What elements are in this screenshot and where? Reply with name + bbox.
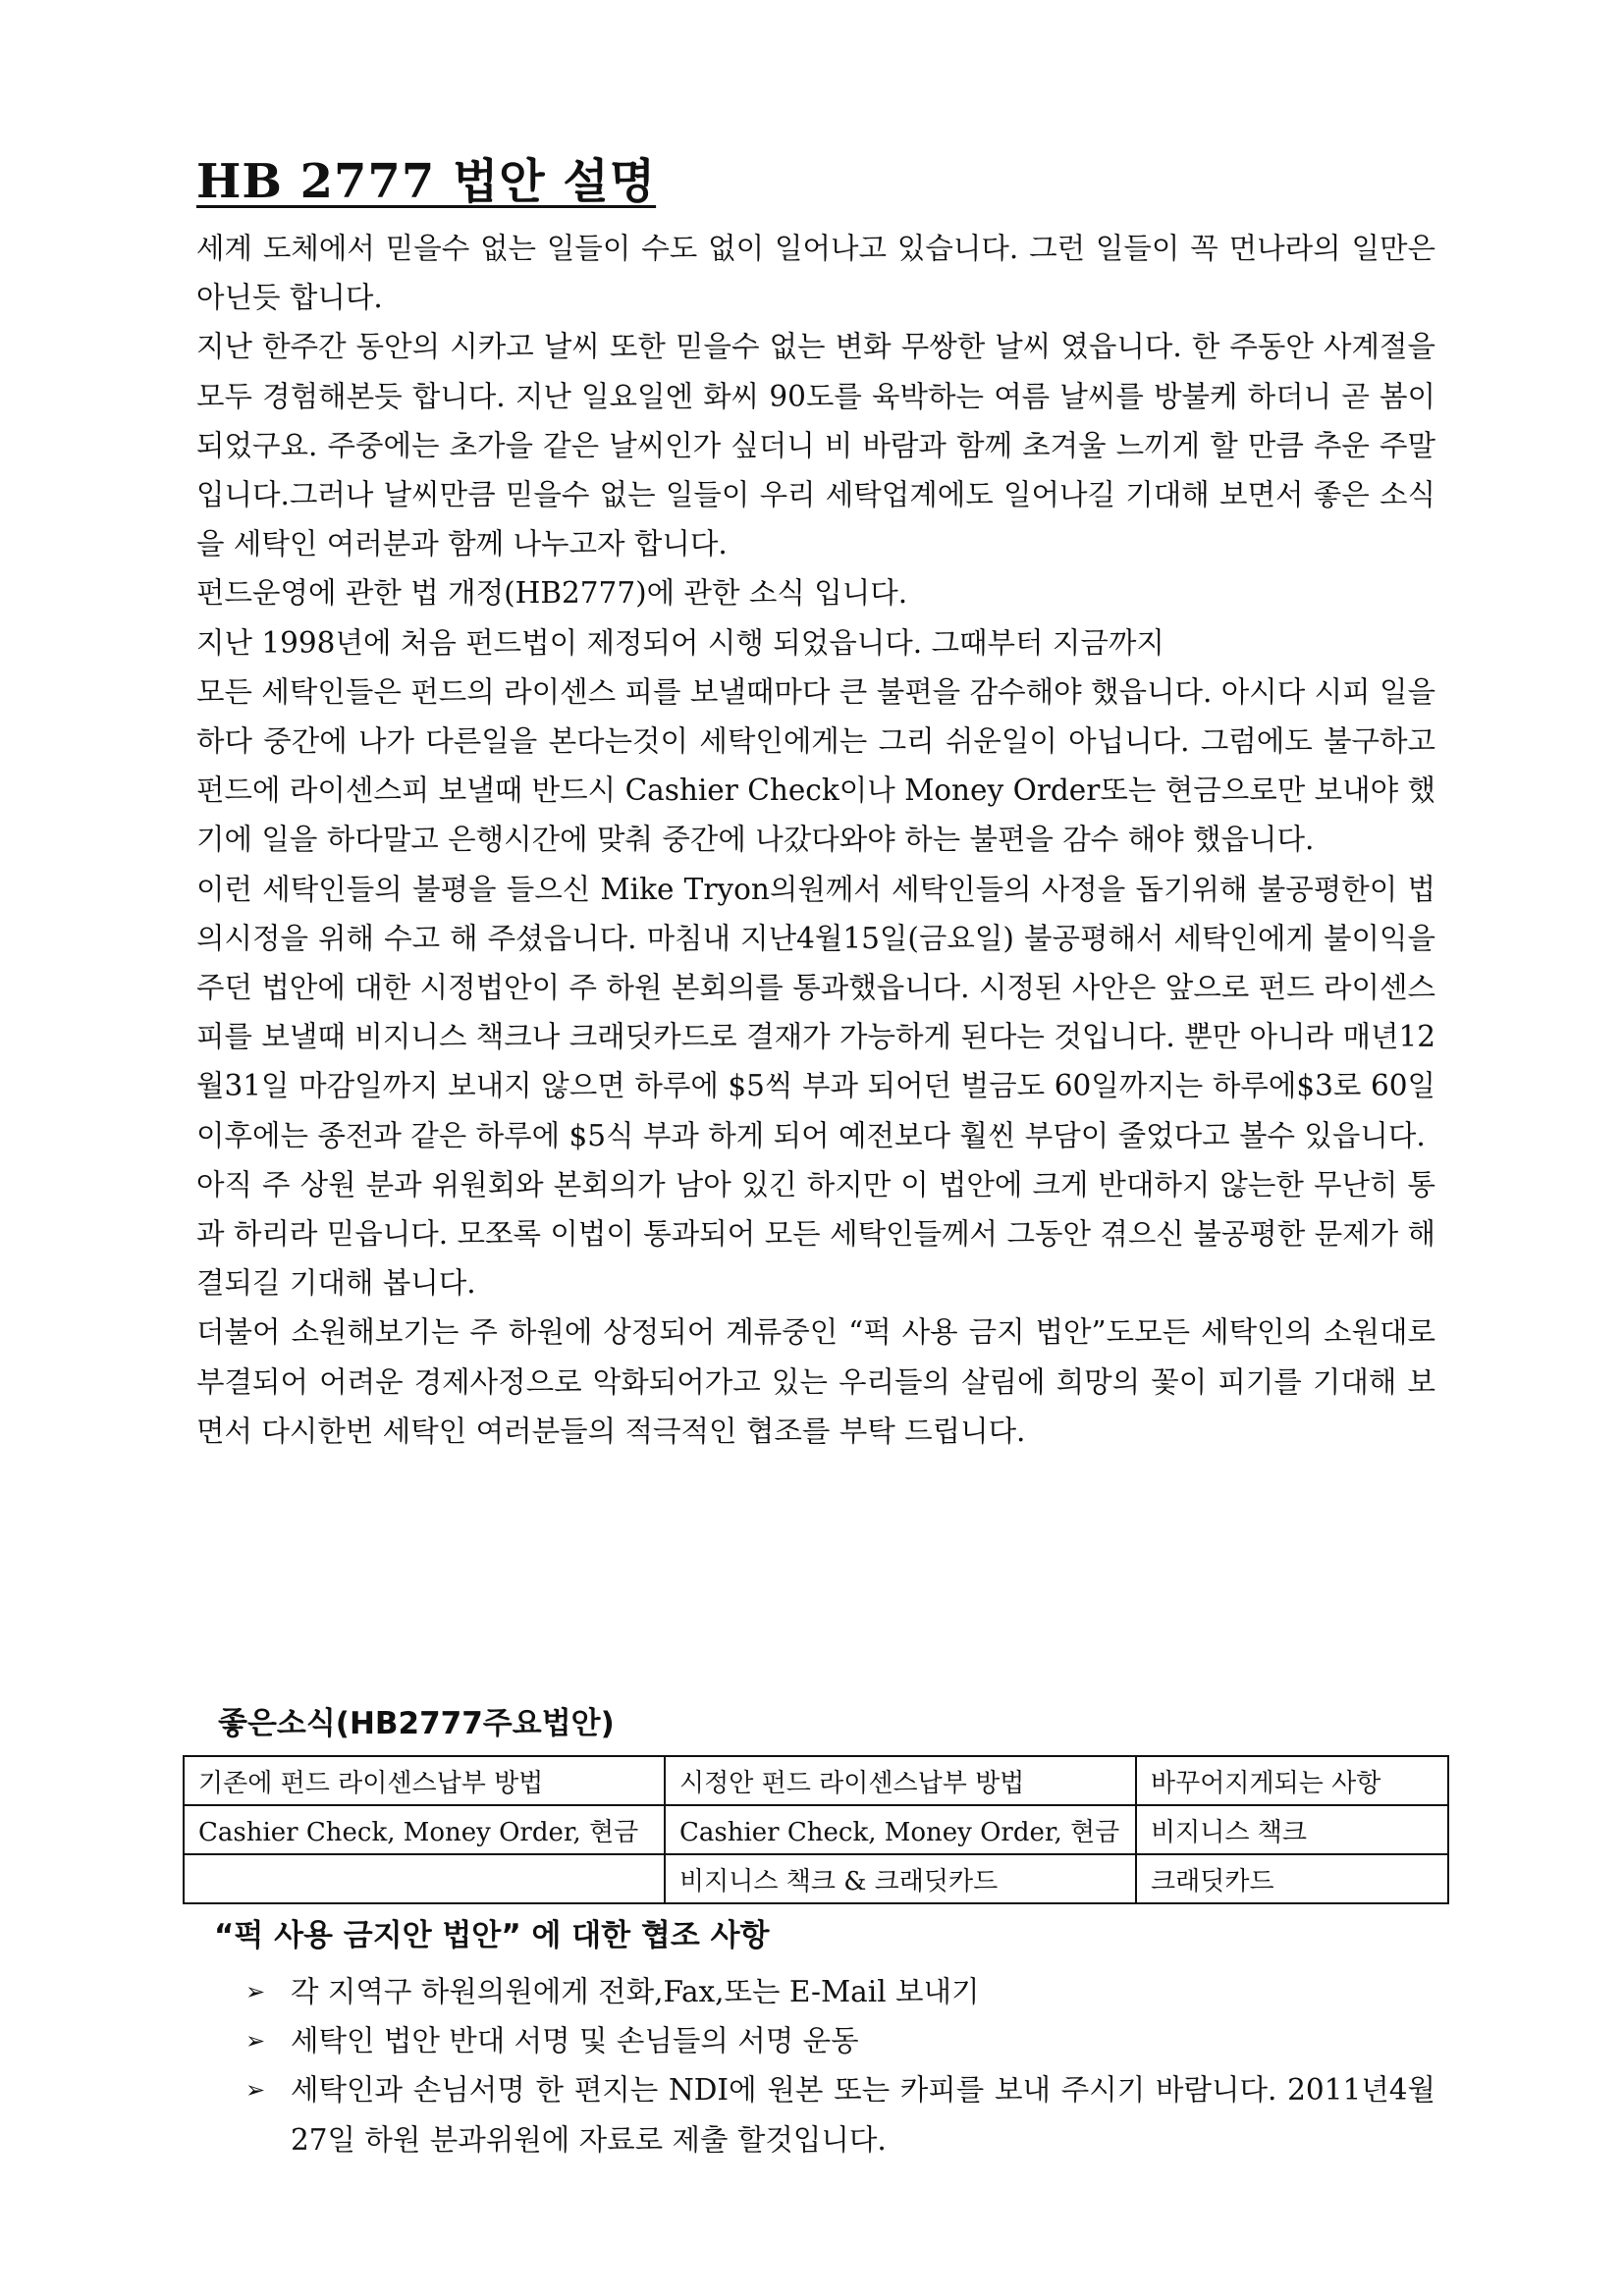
table-header-cell: 시정안 펀드 라이센스납부 방법 <box>665 1756 1136 1805</box>
article-body <box>196 224 1435 1456</box>
paragraph: 아직 주 상원 분과 위원회와 본회의가 남아 있긴 하지만 이 법안에 크게 반대하지 않는한 무난히 통과 하리라 믿읍니다. 모쪼록 이법이 통과되어 모든 세탁인들께서 그동안 겪으신 불공평한 문제가 해결되길 기대해 봅니다. <box>196 1167 1435 1301</box>
arrow-bullet-icon: ➢ <box>245 2076 266 2105</box>
table-header-cell: 바꾸어지게되는 사항 <box>1136 1756 1448 1805</box>
paragraph: 세계 도체에서 믿을수 없는 일들이 수도 없이 일어나고 있습니다. 그런 일들이 꼭 먼나라의 일만은 아닌듯 합니다. <box>196 232 1435 315</box>
table-row <box>184 1854 1448 1903</box>
paragraph: 지난 1998년에 처음 펀드법이 제정되어 시행 되었읍니다. 그때부터 지금까지 <box>196 625 1164 660</box>
paragraph: 더불어 소원해보기는 주 하원에 상정되어 계류중인 “퍽 사용 금지 법안”도모든 세탁인의 소원대로 부결되어 어려운 경제사정으로 악화되어가고 있는 우리들의 살림에 희망의 꽃이 피기를 기대해 보면서 다시한번 세탁인 여러분들의 적극적인 협조를 부탁 드립니다. <box>196 1315 1435 1448</box>
paragraph: 모든 세탁인들은 펀드의 라이센스 피를 보낼때마다 큰 불편을 감수해야 했읍니다. 아시다 시피 일을 하다 중간에 나가 다른일을 본다는것이 세탁인에게는 그리 쉬운일이 아닙니다. 그럼에도 불구하고 펀드에 라이센스피 보낼때 반드시 Cashier Check이나 Money Order또는 현금으로만 보내야 했기에 일을 하다말고 은행시간에 맞춰 중간에 나갔다와야 하는 불편을 감수 해야 했읍니다. <box>196 674 1435 857</box>
table-header-cell: 기존에 펀드 라이센스납부 방법 <box>184 1756 665 1805</box>
list-item-text: 세탁인 법안 반대 서명 및 손님들의 서명 운동 <box>291 2024 859 2058</box>
table-row <box>184 1805 1448 1854</box>
table-cell: 크래딧카드 <box>1136 1854 1448 1903</box>
table-cell: 비지니스 책크 <box>1136 1805 1448 1854</box>
arrow-bullet-icon: ➢ <box>245 1978 266 2005</box>
cooperation-list <box>245 1967 1435 2164</box>
list-item <box>245 2065 1435 2163</box>
cooperation-section-title: “퍽 사용 금지안 법안” 에 대한 협조 사항 <box>214 1918 770 1953</box>
news-section-title: 좋은소식(HB2777주요법안) <box>218 1706 615 1741</box>
paragraph: 펀드운영에 관한 법 개정(HB2777)에 관한 소식 입니다. <box>196 576 908 611</box>
paragraph: 이런 세탁인들의 불평을 들으신 Mike Tryon의원께서 세탁인들의 사정을 돕기위해 불공평한이 법의시정을 위해 수고 해 주셨읍니다. 마침내 지난4월15일(금요일) 불공평해서 세탁인에게 불이익을 주던 법안에 대한 시정법안이 주 하원 본회의를 통과했읍니다. 시정된 사안은 앞으로 펀드 라이센스피를 보낼때 비지니스 책크나 크래딧카드로 결재가 가능하게 된다는 것입니다. 뿐만 아니라 매년12월31일 마감일까지 보내지 않으면 하루에 $5씩 부과 되어던 벌금도 60일까지는 하루에$3로 60일 이후에는 종전과 같은 하루에 $5식 부과 하게 되어 예전보다 훨씬 부담이 줄었다고 볼수 있읍니다. <box>196 872 1435 1152</box>
table-cell: Cashier Check, Money Order, 현금 <box>665 1805 1136 1854</box>
table-cell: 비지니스 책크 & 크래딧카드 <box>665 1854 1136 1903</box>
news-comparison-table <box>183 1755 1449 1904</box>
list-item-text: 각 지역구 하원의원에게 전화,Fax,또는 E-Mail 보내기 <box>291 1975 980 2008</box>
paragraph: 지난 한주간 동안의 시카고 날씨 또한 믿을수 없는 변화 무쌍한 날씨 였읍니다. 한 주동안 사계절을 모두 경험해본듯 합니다. 지난 일요일엔 화씨 90도를 육박하는 여름 날씨를 방불케 하더니 곧 봄이 되었구요. 주중에는 초가을 같은 날씨인가 싶더니 비 바람과 함께 초겨울 느끼게 할 만큼 추운 주말입니다.그러나 날씨만큼 믿을수 없는 일들이 우리 세탁업계에도 일어나길 기대해 보면서 좋은 소식을 세탁인 여러분과 함께 나누고자 합니다. <box>196 330 1435 561</box>
table-header-row <box>184 1756 1448 1805</box>
table-cell <box>184 1854 665 1903</box>
list-item <box>245 2016 1435 2065</box>
list-item <box>245 1967 1435 2016</box>
list-item-text: 세탁인과 손님서명 한 편지는 NDI에 원본 또는 카피를 보내 주시기 바람니다. 2011년4월27일 하원 분과위원에 자료로 제출 할것입니다. <box>291 2073 1435 2157</box>
table-cell: Cashier Check, Money Order, 현금 <box>184 1805 665 1854</box>
arrow-bullet-icon: ➢ <box>245 2027 266 2056</box>
page-title: HB 2777 법안 설명 <box>196 154 657 209</box>
